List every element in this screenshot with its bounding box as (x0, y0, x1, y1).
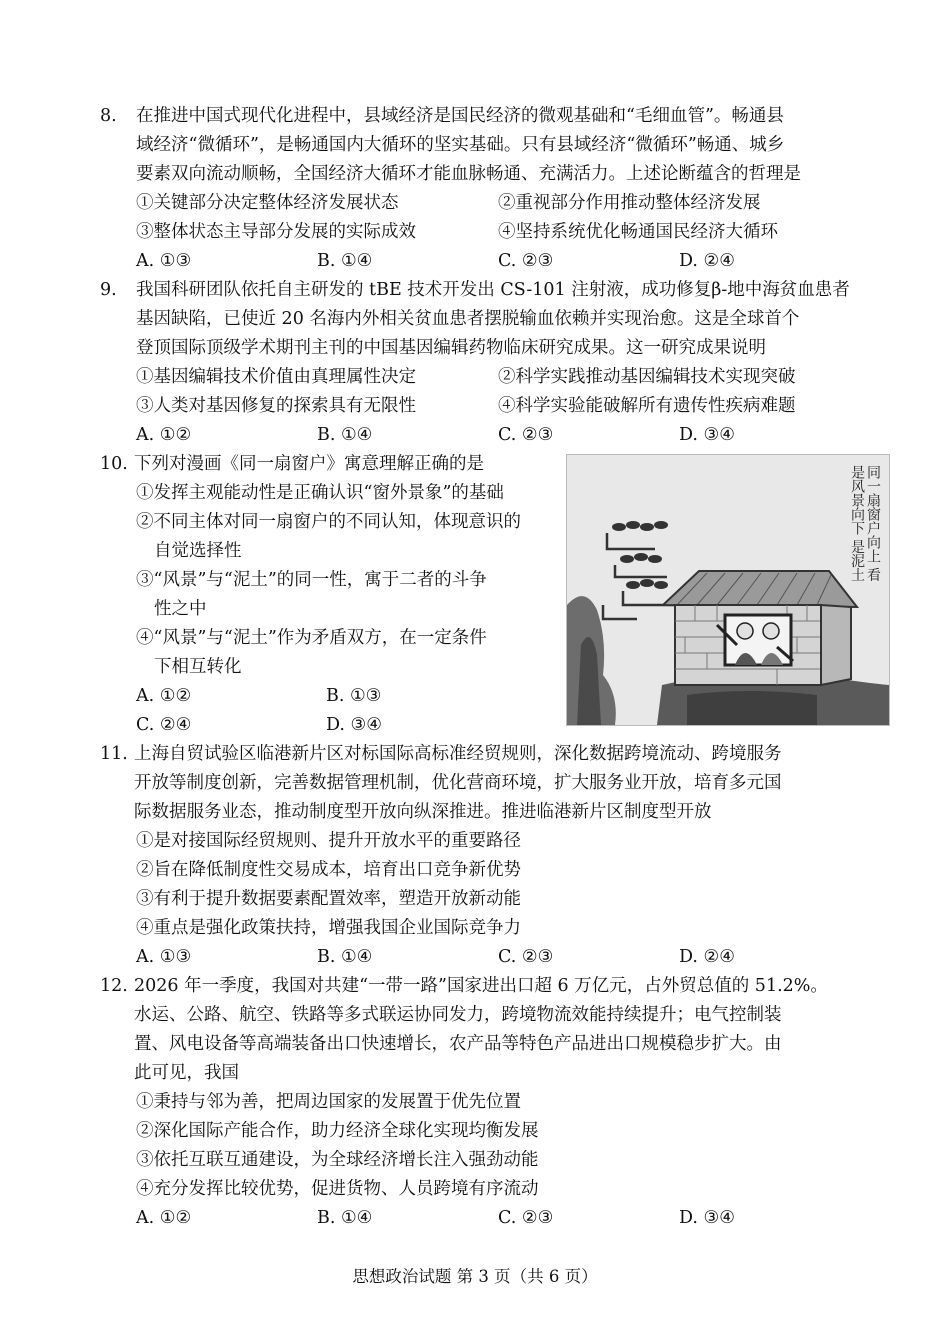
option-c[interactable]: C. ②③ (498, 251, 554, 271)
option-d[interactable]: D. ②④ (679, 947, 735, 967)
statement-3: ③整体状态主导部分发展的实际成效 (136, 222, 416, 242)
stem-line: 域经济“微循环”，是畅通国内大循环的坚实基础。只有县域经济“微循环”畅通、城乡 (136, 135, 785, 155)
option-d[interactable]: D. ③④ (679, 1208, 735, 1228)
statement-2: ②深化国际产能合作，助力经济全球化实现均衡发展 (136, 1121, 539, 1141)
statement-3: ③有利于提升数据要素配置效率，塑造开放新动能 (136, 889, 521, 909)
question-stem (100, 740, 860, 827)
stem-line: 上海自贸试验区临港新片区对标国际高标准经贸规则，深化数据跨境流动、跨境服务 (134, 744, 782, 764)
answer-options (100, 682, 555, 711)
stem-line: 登顶国际顶级学术期刊主刊的中国基因编辑药物临床研究成果。这一研究成果说明 (136, 338, 766, 358)
statement-1: ①基因编辑技术价值由真理属性决定 (136, 367, 416, 387)
answer-options (100, 421, 860, 450)
statement-row (100, 189, 860, 218)
question-stem (100, 276, 860, 363)
statement-text: ①发挥主观能动性是正确认识“窗外景象”的基础 (136, 483, 504, 503)
option-a[interactable]: A. ①② (136, 686, 192, 706)
statement-text: ②不同主体对同一扇窗户的不同认知，体现意识的 (136, 512, 521, 532)
stem-line: 在推进中国式现代化进程中，县域经济是国民经济的微观基础和“毛细血管”。畅通县 (136, 106, 784, 126)
answer-options (100, 711, 555, 740)
option-a[interactable]: A. ①③ (136, 251, 192, 271)
question-number: 11. (100, 744, 128, 764)
option-b[interactable]: B. ①④ (317, 1208, 373, 1228)
statement-text: ④“风景”与“泥土”作为矛盾双方，在一定条件 (136, 628, 487, 648)
answer-options (100, 1204, 860, 1233)
question-number: 10. (100, 454, 128, 474)
option-b[interactable]: B. ①④ (317, 251, 373, 271)
answer-options (100, 943, 860, 972)
question-stem (100, 972, 860, 1088)
statement-1 (100, 479, 555, 508)
statement-4: ④科学实验能破解所有遗传性疾病难题 (498, 396, 796, 416)
option-c[interactable]: C. ②③ (498, 425, 554, 445)
statement-4 (100, 624, 555, 682)
statement-2: ②重视部分作用推动整体经济发展 (498, 193, 761, 213)
cartoon-caption (805, 465, 881, 595)
statement-text-cont: 自觉选择性 (154, 541, 242, 561)
option-d[interactable]: D. ③④ (326, 715, 382, 735)
stem-line: 际数据服务业态，推动制度型开放向纵深推进。推进临港新片区制度型开放 (134, 802, 712, 822)
statement-4: ④重点是强化政策扶持，增强我国企业国际竞争力 (136, 918, 521, 938)
statement-row (100, 392, 860, 421)
cartoon-illustration (566, 454, 890, 726)
statement-4: ④充分发挥比较优势，促进货物、人员跨境有序流动 (136, 1179, 539, 1199)
answer-options (100, 247, 860, 276)
statement-1: ①关键部分决定整体经济发展状态 (136, 193, 399, 213)
option-c[interactable]: C. ②③ (498, 1208, 554, 1228)
statement-row (100, 218, 860, 247)
statement-1: ①秉持与邻为善，把周边国家的发展置于优先位置 (136, 1092, 521, 1112)
statement-3 (100, 566, 555, 624)
stem-line: 此可见，我国 (134, 1063, 239, 1083)
statement-3: ③依托互联互通建设，为全球经济增长注入强劲动能 (136, 1150, 539, 1170)
option-b[interactable]: B. ①④ (317, 947, 373, 967)
question-number: 9. (100, 280, 117, 300)
question-12 (100, 972, 860, 1233)
caption-col-2: 看是风景向下 (849, 465, 881, 582)
option-a[interactable]: A. ①② (136, 425, 192, 445)
question-8 (100, 102, 860, 276)
statement-3: ③人类对基因修复的探索具有无限性 (136, 396, 416, 416)
stem-line: 要素双向流动顺畅，全国经济大循环才能血脉畅通、充满活力。上述论断蕴含的哲理是 (136, 164, 801, 184)
statement-text: ③“风景”与“泥土”的同一性，寓于二者的斗争 (136, 570, 487, 590)
page-footer: 思想政治试题 第 3 页（共 6 页） (352, 1267, 598, 1286)
statement-text-cont: 下相互转化 (154, 657, 242, 677)
question-stem (100, 102, 860, 189)
caption-col-1: 同一扇窗户向上 (865, 465, 881, 563)
statement-row (100, 363, 860, 392)
caption-col-3: 是泥土 (849, 539, 865, 582)
statement-2 (100, 508, 555, 566)
stem-line: 开放等制度创新，完善数据管理机制，优化营商环境，扩大服务业开放，培育多元国 (134, 773, 782, 793)
statement-text-cont: 性之中 (154, 599, 207, 619)
option-a[interactable]: A. ①② (136, 1208, 192, 1228)
stem-line: 下列对漫画《同一扇窗户》寓意理解正确的是 (134, 454, 484, 474)
statement-4: ④坚持系统优化畅通国民经济大循环 (498, 222, 778, 242)
statement-2: ②旨在降低制度性交易成本，培育出口竞争新优势 (136, 860, 521, 880)
statement-1: ①是对接国际经贸规则、提升开放水平的重要路径 (136, 831, 521, 851)
option-d[interactable]: D. ③④ (679, 425, 735, 445)
statement-2: ②科学实践推动基因编辑技术实现突破 (498, 367, 796, 387)
option-b[interactable]: B. ①③ (326, 686, 382, 706)
question-11 (100, 740, 860, 972)
option-c[interactable]: C. ②④ (136, 715, 192, 735)
stem-line: 置、风电设备等高端装备出口快速增长，农产品等特色产品进出口规模稳步扩大。由 (134, 1034, 782, 1054)
stem-line: 我国科研团队依托自主研发的 tBE 技术开发出 CS-101 注射液，成功修复β-地中海贫血患者 (136, 280, 850, 300)
option-d[interactable]: D. ②④ (679, 251, 735, 271)
question-number: 12. (100, 976, 128, 996)
question-10 (100, 450, 555, 740)
option-a[interactable]: A. ①③ (136, 947, 192, 967)
question-stem (100, 450, 555, 479)
stem-line: 水运、公路、航空、铁路等多式联运协同发力，跨境物流效能持续提升；电气控制装 (134, 1005, 782, 1025)
option-c[interactable]: C. ②③ (498, 947, 554, 967)
question-9 (100, 276, 860, 450)
stem-line: 基因缺陷，已使近 20 名海内外相关贫血患者摆脱输血依赖并实现治愈。这是全球首个 (136, 309, 800, 329)
stem-line: 2026 年一季度，我国对共建“一带一路”国家进出口超 6 万亿元，占外贸总值的 51.2%。 (134, 976, 828, 996)
option-b[interactable]: B. ①④ (317, 425, 373, 445)
question-number: 8. (100, 106, 117, 126)
